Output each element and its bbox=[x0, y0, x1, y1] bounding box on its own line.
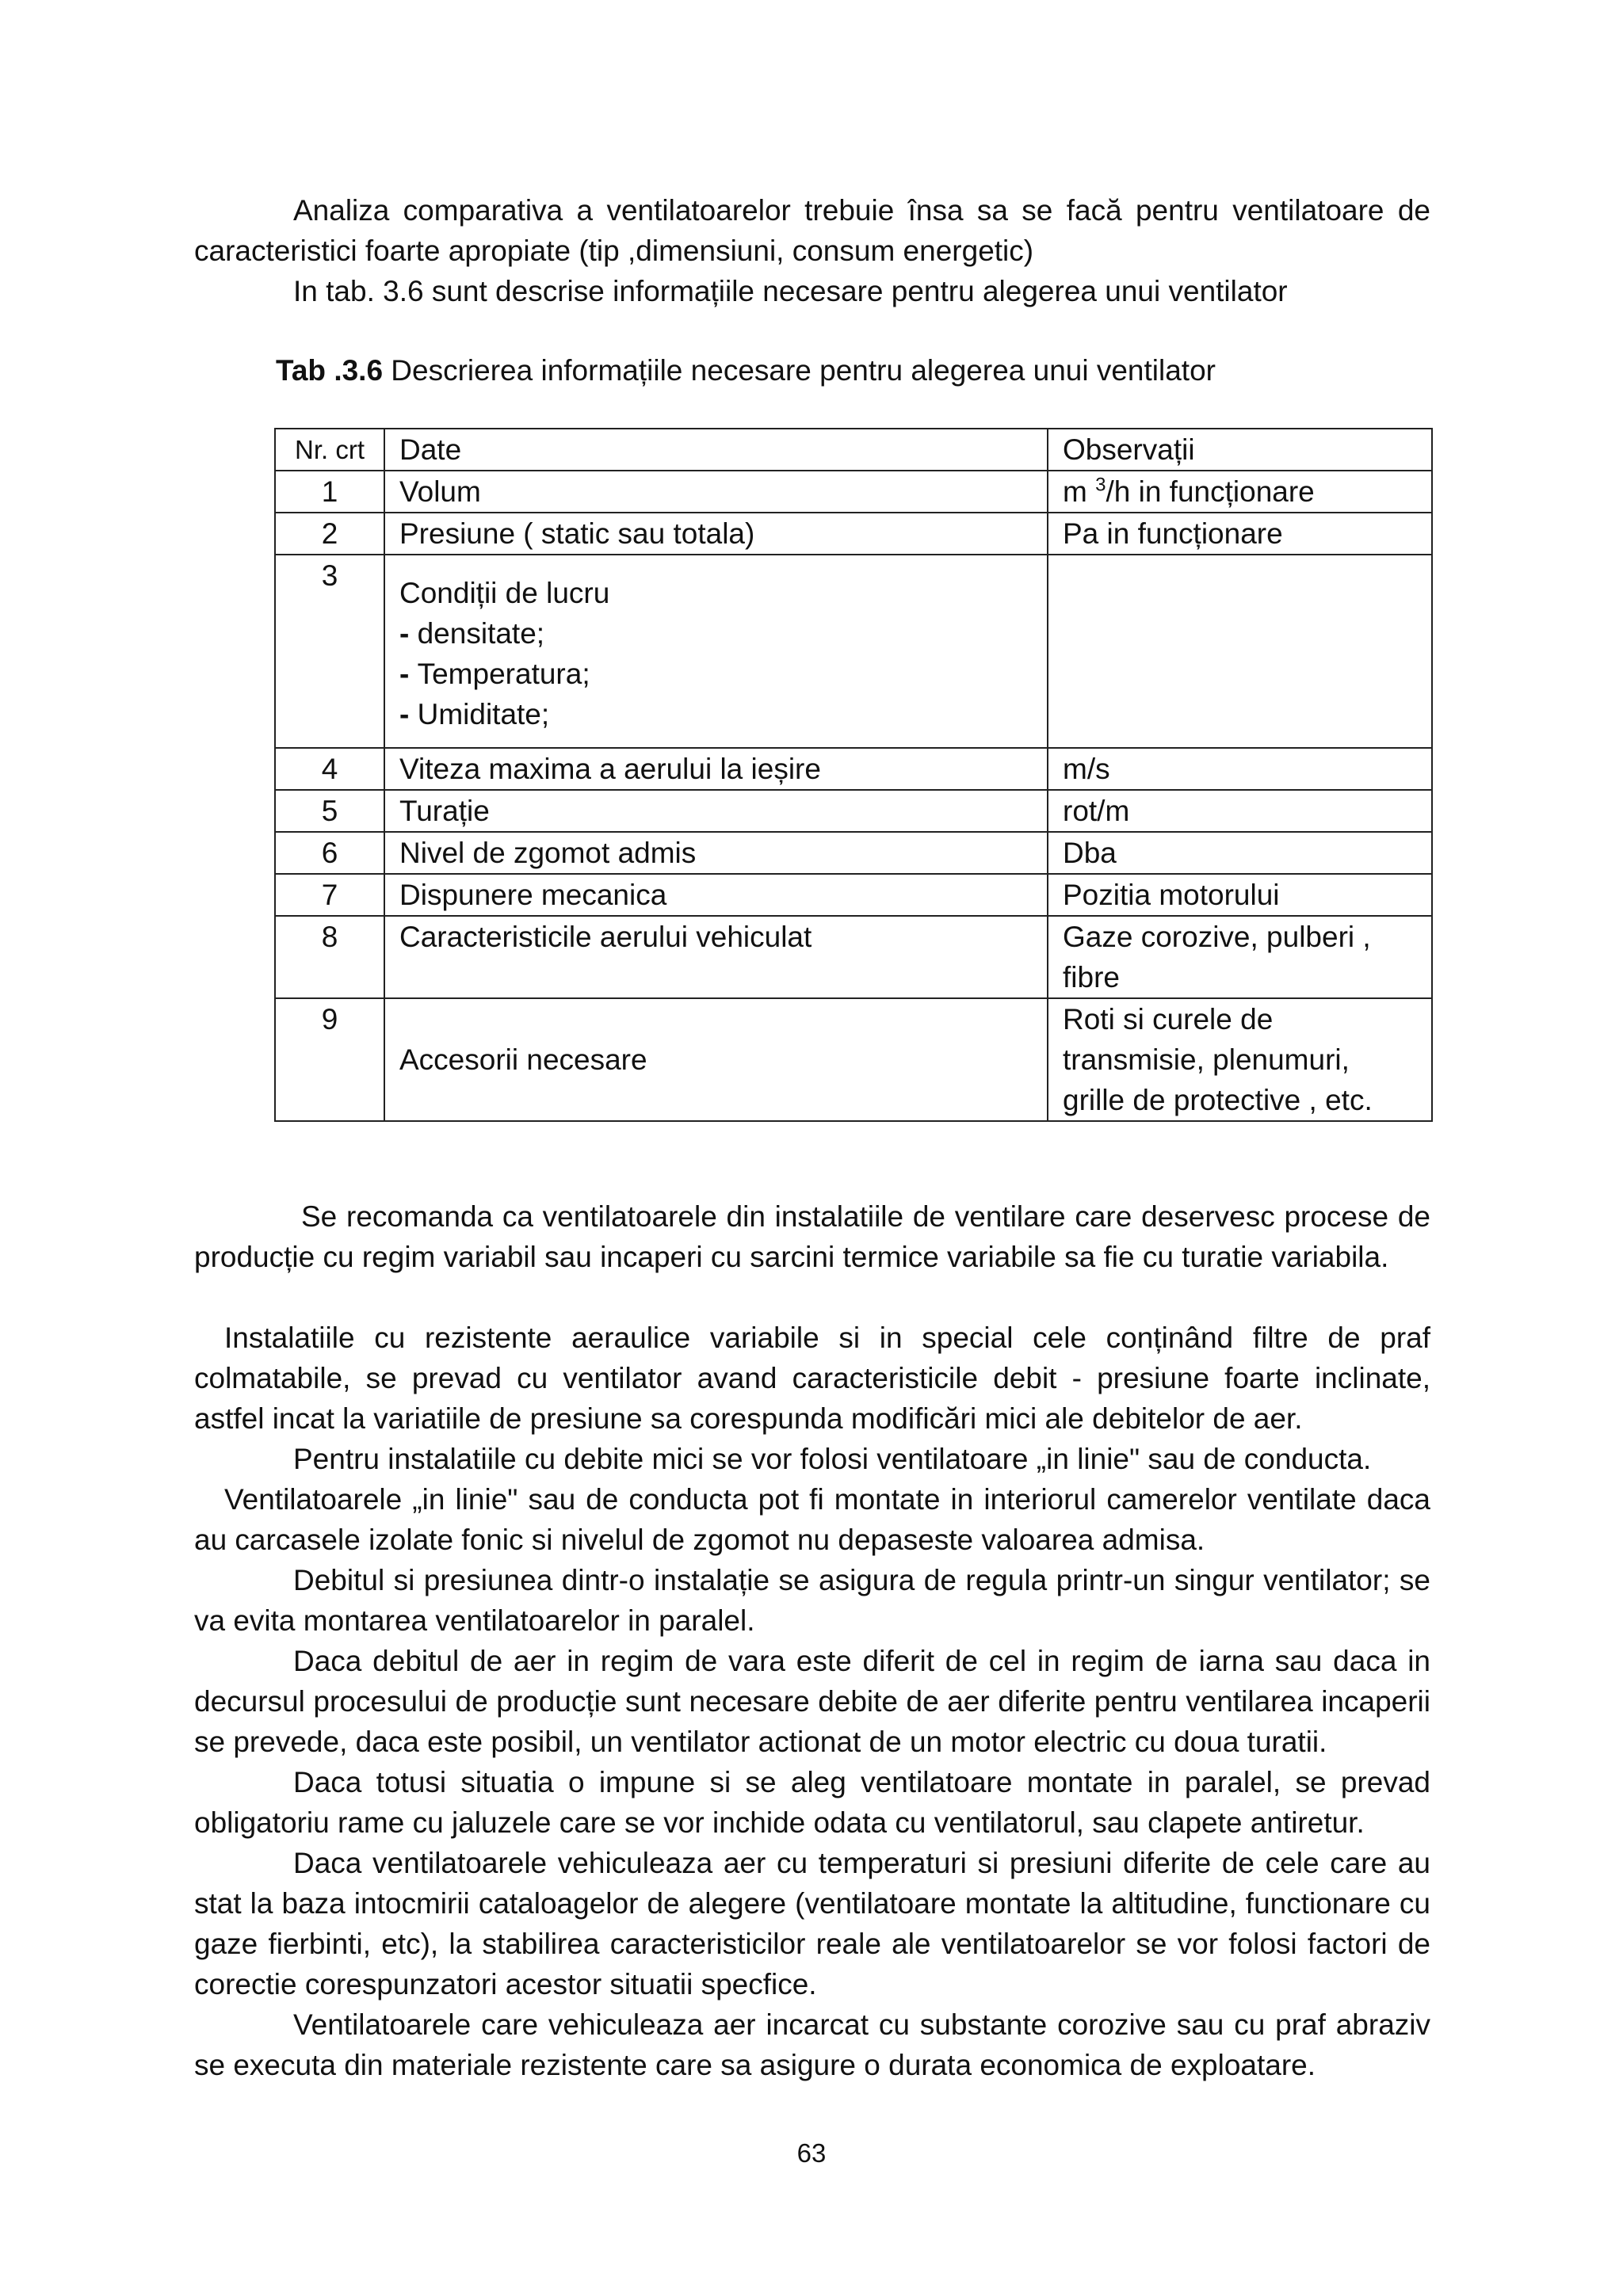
row-obs: Gaze corozive, pulberi , fibre bbox=[1048, 916, 1432, 998]
list-item: - Umiditate; bbox=[399, 698, 550, 730]
body-paragraph-9: Ventilatoarele care vehiculeaza aer incarcat cu substante corozive sau cu praf abraziv se executa din materiale rezistente care sa asigure o durata economica de exploatare. bbox=[194, 2008, 1430, 2081]
row-obs: rot/m bbox=[1048, 790, 1432, 832]
row-date bbox=[384, 555, 1048, 748]
row-nr: 4 bbox=[275, 748, 384, 790]
row-obs: Roti si curele de transmisie, plenumuri, grille de protective , etc. bbox=[1048, 998, 1432, 1121]
row-nr: 5 bbox=[275, 790, 384, 832]
table-row bbox=[275, 513, 1432, 555]
obs-unit: m bbox=[1063, 475, 1096, 508]
list-item: - densitate; bbox=[399, 617, 545, 650]
table-row bbox=[275, 998, 1432, 1121]
row-date: Volum bbox=[384, 471, 1048, 513]
body-paragraph-6: Daca debitul de aer in regim de vara este diferit de cel in regim de iarna sau daca in decursul procesului de producție sunt necesare debite de aer diferite pentru ventilarea incaperii se prevede, daca este posibil, un ventilator actionat de un motor electric cu doua turatii. bbox=[194, 1645, 1430, 1758]
table-caption bbox=[276, 350, 1216, 391]
body-paragraph-4: Ventilatoarele „in linie" sau de conducta pot fi montate in interiorul camerelor ventilate daca au carcasele izolate fonic si nivelul de zgomot nu depaseste valoarea admisa. bbox=[194, 1483, 1430, 1556]
intro-paragraph-1: Analiza comparativa a ventilatoarelor trebuie însa sa se facă pentru ventilatoare de caracteristici foarte apropiate (tip ,dimensiuni, consum energetic) bbox=[194, 194, 1430, 267]
table-row bbox=[275, 790, 1432, 832]
row-nr: 7 bbox=[275, 874, 384, 916]
header-observatii: Observații bbox=[1048, 429, 1432, 471]
table-header-row bbox=[275, 429, 1432, 471]
body-paragraph-2: Instalatiile cu rezistente aeraulice variabile si in special cele conținând filtre de praf colmatabile, se prevad cu ventilator avand caracteristicile debit - presiune foarte inclinate, astfel incat la variatiile de presiune sa corespunda modificări mici ale debitelor de aer. bbox=[194, 1322, 1430, 1435]
table-row bbox=[275, 874, 1432, 916]
row-nr: 6 bbox=[275, 832, 384, 874]
row-date: Viteza maxima a aerului la ieșire bbox=[384, 748, 1048, 790]
row-date: Nivel de zgomot admis bbox=[384, 832, 1048, 874]
row-obs bbox=[1048, 555, 1432, 748]
row-obs: Pa in funcționare bbox=[1048, 513, 1432, 555]
header-date: Date bbox=[384, 429, 1048, 471]
body-paragraph-1: Se recomanda ca ventilatoarele din instalatiile de ventilare care deservesc procese de producție cu regim variabil sau incaperi cu sarcini termice variabile sa fie cu turatie variabila. bbox=[194, 1200, 1430, 1273]
row-obs: m/s bbox=[1048, 748, 1432, 790]
page-number: 63 bbox=[796, 2138, 827, 2168]
row-nr: 2 bbox=[275, 513, 384, 555]
row-date: Presiune ( static sau totala) bbox=[384, 513, 1048, 555]
table-row bbox=[275, 832, 1432, 874]
body-paragraph-7: Daca totusi situatia o impune si se aleg ventilatoare montate in paralel, se prevad obligatoriu rame cu jaluzele care se vor inchide odata cu ventilatorul, sau clapete antiretur. bbox=[194, 1766, 1430, 1839]
row-obs: Pozitia motorului bbox=[1048, 874, 1432, 916]
row-date: Turație bbox=[384, 790, 1048, 832]
row-date: Dispunere mecanica bbox=[384, 874, 1048, 916]
row-date: Accesorii necesare bbox=[384, 998, 1048, 1121]
row-date-title: Condiții de lucru bbox=[399, 577, 610, 609]
table-row bbox=[275, 916, 1432, 998]
body-paragraph-3: Pentru instalatiile cu debite mici se vor folosi ventilatoare „in linie" sau de conducta. bbox=[293, 1443, 1372, 1475]
table-row bbox=[275, 471, 1432, 513]
body-paragraph-8: Daca ventilatoarele vehiculeaza aer cu temperaturi si presiuni diferite de cele care au stat la baza intocmirii cataloagelor de alegere (ventilatoare montate la altitudine, functionare cu gaze fierbinti, etc), la stabilirea caracteristicilor reale ale ventilatoarelor se vor folosi factori de corectie corespunzatori acestor situatii specfice. bbox=[194, 1847, 1430, 2000]
row-obs bbox=[1048, 471, 1432, 513]
table-row bbox=[275, 555, 1432, 748]
row-obs: Dba bbox=[1048, 832, 1432, 874]
ventilator-info-table bbox=[274, 428, 1433, 1122]
list-item: - Temperatura; bbox=[399, 658, 590, 690]
row-nr: 8 bbox=[275, 916, 384, 998]
table-row bbox=[275, 748, 1432, 790]
body-paragraph-5: Debitul si presiunea dintr-o instalație se asigura de regula printr-un singur ventilator; se va evita montarea ventilatoarelor in paralel. bbox=[194, 1564, 1430, 1637]
row-date: Caracteristicile aerului vehiculat bbox=[384, 916, 1048, 998]
table-caption-text: Descrierea informațiile necesare pentru alegerea unui ventilator bbox=[383, 354, 1216, 387]
intro-paragraph-2: In tab. 3.6 sunt descrise informațiile necesare pentru alegerea unui ventilator bbox=[293, 275, 1288, 307]
row-nr: 3 bbox=[275, 555, 384, 748]
obs-unit-rest: /h in funcționare bbox=[1106, 475, 1315, 508]
row-nr: 1 bbox=[275, 471, 384, 513]
header-nr: Nr. crt bbox=[275, 429, 384, 471]
table-caption-label: Tab .3.6 bbox=[276, 354, 384, 387]
row-nr: 9 bbox=[275, 998, 384, 1121]
obs-superscript: 3 bbox=[1095, 474, 1106, 496]
